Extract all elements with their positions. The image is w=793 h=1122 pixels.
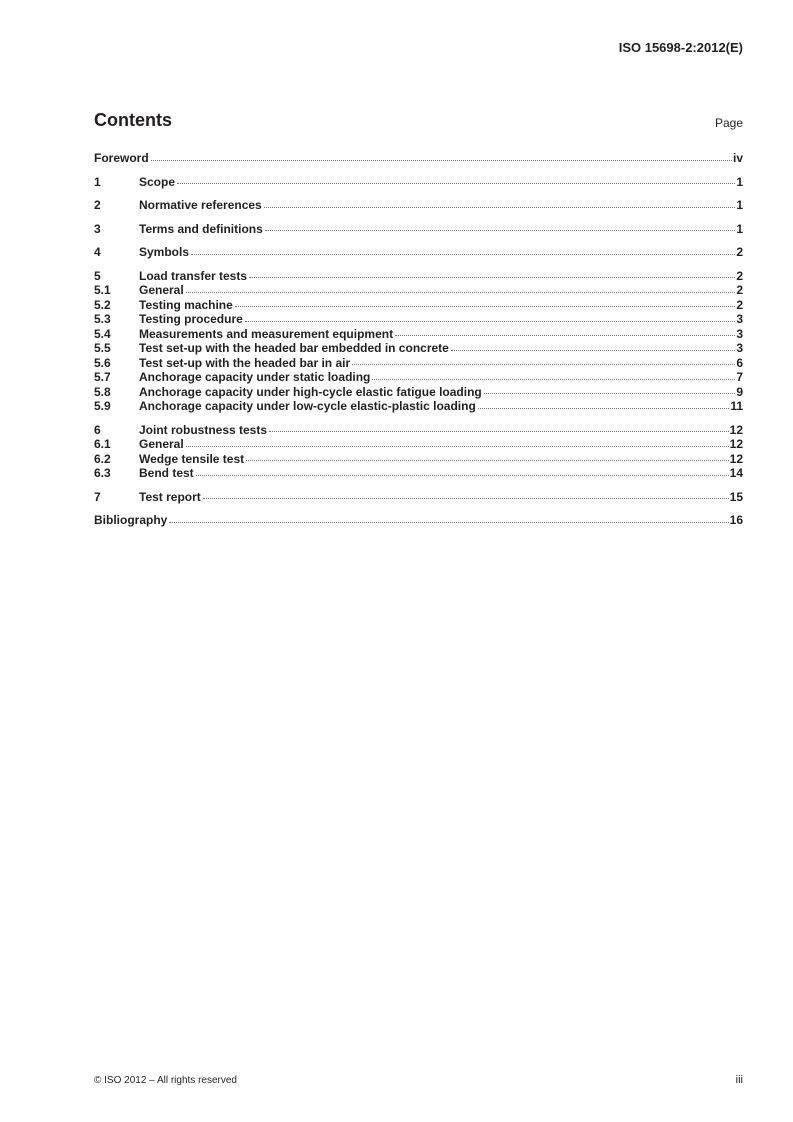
toc-dot-leader bbox=[246, 459, 729, 461]
toc-entry[interactable] bbox=[94, 341, 743, 356]
footer-page-number: iii bbox=[735, 1074, 743, 1086]
page-column-label: Page bbox=[714, 116, 743, 130]
toc-entry-number: 6 bbox=[94, 422, 101, 437]
toc-entry-number: 1 bbox=[94, 174, 101, 189]
toc-dot-leader bbox=[169, 521, 728, 523]
toc-entry-number: 5 bbox=[94, 268, 101, 283]
toc-entry[interactable] bbox=[94, 466, 743, 481]
toc-dot-leader bbox=[265, 229, 736, 231]
toc-entry[interactable] bbox=[94, 151, 743, 166]
toc-entry-page: 12 bbox=[729, 437, 743, 451]
toc-dot-leader bbox=[484, 392, 736, 394]
document-header-id: ISO 15698-2:2012(E) bbox=[618, 40, 743, 55]
toc-entry-number: 7 bbox=[94, 489, 101, 504]
toc-entry-page: 1 bbox=[736, 174, 743, 189]
toc-entry-page: 6 bbox=[736, 355, 743, 370]
toc-dot-leader bbox=[478, 407, 730, 409]
toc-dot-leader bbox=[352, 363, 735, 365]
toc-entry-number: 2 bbox=[94, 198, 101, 212]
toc-entry-title: Test set-up with the headed bar in air bbox=[139, 355, 351, 370]
toc-entry-title: Measurements and measurement equipment bbox=[139, 326, 394, 341]
toc-entry[interactable] bbox=[94, 283, 743, 298]
footer-copyright: © ISO 2012 – All rights reserved bbox=[94, 1075, 237, 1086]
toc-entry-number: 5.9 bbox=[94, 399, 111, 413]
toc-entry[interactable] bbox=[94, 298, 743, 313]
toc-entry[interactable] bbox=[94, 370, 743, 385]
toc-entry[interactable] bbox=[94, 175, 743, 190]
toc-entry-number: 6.2 bbox=[94, 451, 111, 466]
toc-entry-number: 5.4 bbox=[94, 326, 111, 341]
toc-dot-leader bbox=[269, 430, 729, 432]
toc-entry-number: 5.5 bbox=[94, 341, 111, 355]
toc-entry-title: Scope bbox=[139, 174, 176, 189]
toc-entry-title: Joint robustness tests bbox=[139, 422, 268, 437]
toc-entry[interactable] bbox=[94, 513, 743, 528]
toc-entry[interactable] bbox=[94, 452, 743, 467]
toc-entry-page: 7 bbox=[736, 370, 743, 384]
toc-entry-title: Load transfer tests bbox=[139, 268, 248, 283]
toc-entry-title: Foreword bbox=[94, 151, 149, 165]
toc-entry-number: 6.1 bbox=[94, 437, 111, 451]
contents-title: Contents bbox=[94, 110, 172, 130]
toc-entry-page: 3 bbox=[736, 312, 743, 326]
toc-entry-page: 3 bbox=[736, 341, 743, 355]
toc-entry[interactable] bbox=[94, 222, 743, 237]
toc-entry[interactable] bbox=[94, 327, 743, 342]
toc-dot-leader bbox=[235, 305, 736, 307]
toc-entry-title: Bibliography bbox=[94, 513, 168, 527]
toc-entry-page: 16 bbox=[729, 513, 743, 527]
toc-dot-leader bbox=[196, 474, 729, 476]
toc-dot-leader bbox=[249, 276, 735, 278]
toc-entry-page: 9 bbox=[736, 384, 743, 399]
toc-entry-title: Anchorage capacity under static loading bbox=[139, 370, 371, 384]
toc-entry-title: Anchorage capacity under high-cycle elastic fatigue loading bbox=[139, 384, 482, 399]
toc-dot-leader bbox=[191, 253, 735, 255]
toc-entry-page: 15 bbox=[729, 489, 743, 504]
toc-entry-page: 2 bbox=[736, 245, 743, 259]
toc-dot-leader bbox=[186, 445, 729, 447]
toc-dot-leader bbox=[177, 182, 735, 184]
toc-entry-title: Symbols bbox=[139, 245, 190, 259]
toc-entry-number: 4 bbox=[94, 245, 101, 259]
toc-dot-leader bbox=[203, 497, 729, 499]
toc-entry-title: Bend test bbox=[139, 466, 194, 480]
toc-entry-title: Testing procedure bbox=[139, 312, 243, 326]
toc-entry-page: 2 bbox=[736, 283, 743, 297]
toc-entry-title: Terms and definitions bbox=[139, 221, 263, 236]
toc-entry[interactable] bbox=[94, 245, 743, 260]
toc-entry[interactable] bbox=[94, 312, 743, 327]
toc-entry[interactable] bbox=[94, 269, 743, 284]
toc-entry-title: Anchorage capacity under low-cycle elastic-plastic loading bbox=[139, 399, 476, 413]
toc-entry-title: Wedge tensile test bbox=[139, 451, 245, 466]
toc-entry-title: Test report bbox=[139, 489, 201, 504]
toc-entry-title: Normative references bbox=[139, 198, 262, 212]
toc-entry-number: 5.8 bbox=[94, 384, 111, 399]
toc-entry-title: Test set-up with the headed bar embedded in concrete bbox=[139, 341, 449, 355]
toc-entry[interactable] bbox=[94, 198, 743, 213]
toc-dot-leader bbox=[372, 378, 735, 380]
toc-entry-number: 5.2 bbox=[94, 297, 111, 312]
toc-entry-page: 12 bbox=[729, 422, 743, 437]
toc-entry-page: iv bbox=[732, 151, 743, 165]
toc-entry-title: Testing machine bbox=[139, 297, 233, 312]
toc-entry-page: 1 bbox=[736, 198, 743, 212]
toc-entry-number: 6.3 bbox=[94, 466, 111, 480]
toc-entry[interactable] bbox=[94, 423, 743, 438]
toc-entry-number: 5.6 bbox=[94, 355, 111, 370]
toc-entry[interactable] bbox=[94, 490, 743, 505]
toc-entry[interactable] bbox=[94, 399, 743, 414]
toc-dot-leader bbox=[245, 320, 736, 322]
toc-entry-page: 1 bbox=[736, 221, 743, 236]
toc-entry-page: 2 bbox=[736, 268, 743, 283]
toc-entry-title: General bbox=[139, 437, 184, 451]
toc-entry[interactable] bbox=[94, 437, 743, 452]
toc-entry-page: 12 bbox=[729, 451, 743, 466]
toc-entry-page: 3 bbox=[736, 326, 743, 341]
toc-dot-leader bbox=[264, 206, 736, 208]
toc-entry-page: 14 bbox=[729, 466, 743, 480]
toc-entry-number: 3 bbox=[94, 221, 101, 236]
toc-entry-number: 5.7 bbox=[94, 370, 111, 384]
toc-dot-leader bbox=[395, 334, 735, 336]
toc-entry[interactable] bbox=[94, 356, 743, 371]
toc-entry[interactable] bbox=[94, 385, 743, 400]
toc-dot-leader bbox=[186, 291, 736, 293]
table-of-contents bbox=[94, 151, 743, 528]
toc-entry-number: 5.3 bbox=[94, 312, 111, 326]
toc-entry-title: General bbox=[139, 283, 184, 297]
toc-entry-number: 5.1 bbox=[94, 283, 111, 297]
toc-dot-leader bbox=[451, 349, 735, 351]
toc-dot-leader bbox=[151, 159, 732, 161]
toc-entry-page: 2 bbox=[736, 297, 743, 312]
toc-entry-page: 11 bbox=[730, 399, 743, 413]
